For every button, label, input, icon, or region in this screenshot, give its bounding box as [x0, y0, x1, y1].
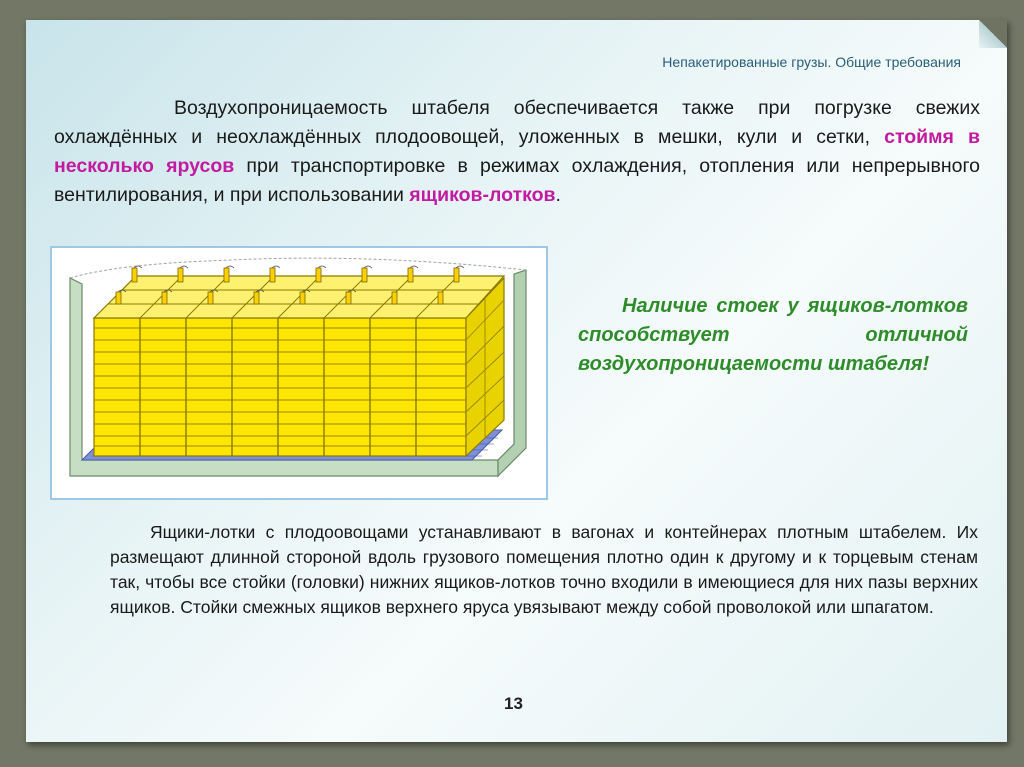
crate-stack-figure: [50, 246, 548, 500]
page-number: 13: [504, 694, 523, 713]
crate-stack-illustration-icon: [52, 248, 546, 498]
body-paragraph: [110, 520, 978, 620]
callout-text: Наличие стоек у ящиков-лотков способствует отличной воздухопроницаемости штабеля!: [578, 295, 968, 375]
intro-text-1: Воздухопроницаемость штабеля обеспечивается также при погрузке свежих охлаждённых и неохлаждённых плодоовощей, уложенных в мешки, кули и сетки,: [54, 97, 980, 148]
intro-text-3: .: [555, 184, 561, 206]
highlight-stacking: стоймя в несколько ярусов: [54, 126, 981, 177]
intro-paragraph: [54, 94, 980, 210]
slide-header: Непакетированные грузы. Общие требования: [662, 54, 961, 70]
page-corner-fold: [979, 20, 1007, 48]
highlight-crates: ящиков-лотков: [409, 184, 556, 206]
body-text: Ящики-лотки с плодоовощами устанавливают в вагонах и контейнерах плотным штабелем. Их размещают длинной стороной вдоль грузового помещения плотно один к другому и к торцевым стенам так, чтобы все стойки (головки) нижних ящиков-лотков точно входили в имеющиеся для них пазы верхних ящиков. Стойки смежных ящиков верхнего яруса увязывают между собой проволокой или шпагатом.: [110, 522, 978, 617]
intro-text-2: при транспортировке в режимах охлаждения, отопления или непрерывного вентилирования, и при использовании: [54, 155, 980, 206]
slide: [26, 20, 1007, 742]
callout-note: [578, 292, 968, 379]
